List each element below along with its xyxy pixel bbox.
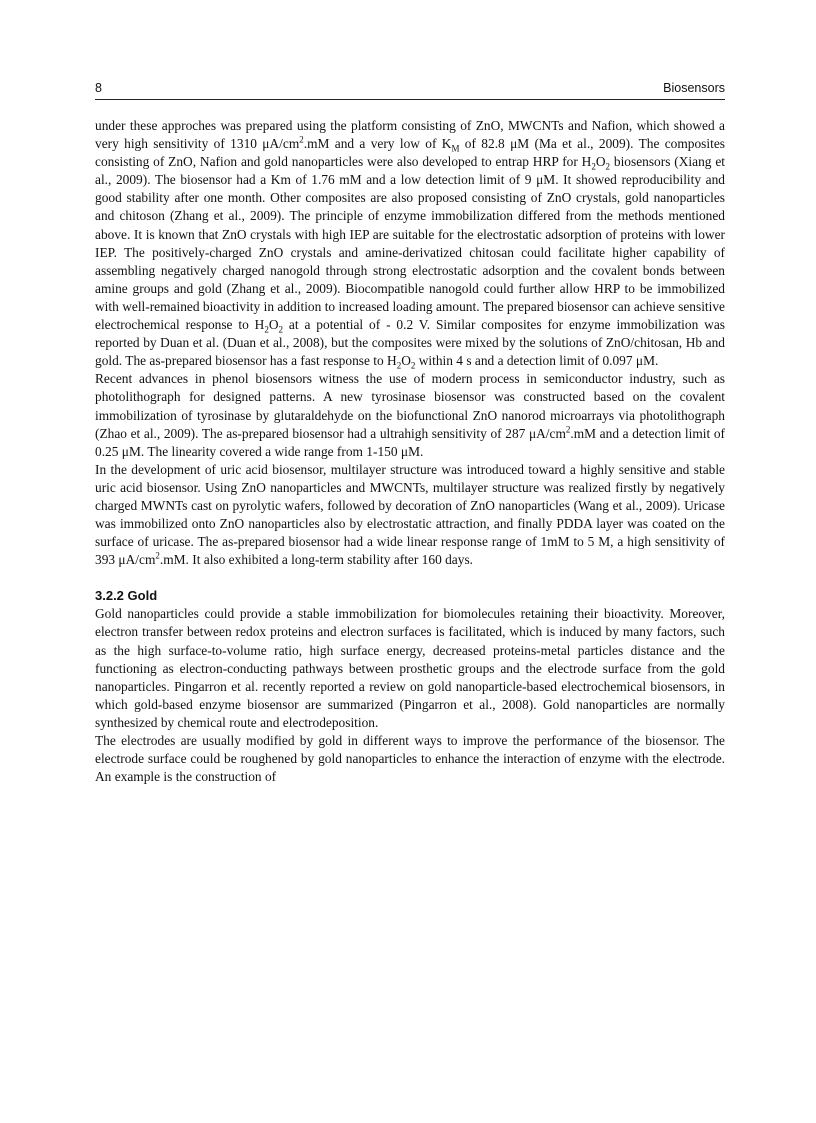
body-text (95, 117, 725, 786)
paragraph-zno-composites: under these approches was prepared using the platform consisting of ZnO, MWCNTs and Nafion, which showed a very high sensitivity of 1310 $\mu A/cm^2.mM$ and a very low of $K_M$ of 82.8 μM (Ma et al., 2009). The composites consisting of ZnO, Nafion and gold nanoparticles were also developed to entrap HRP for $H_2O_2$ biosensors (Xiang et al., 2009). The biosensor had a Km of 1.76 mM and a low detection limit of 9 μM. It showed reproducibility and good stability after one month. Other composites are also proposed consisting of ZnO crystals, gold nanoparticles and chitoson (Zhang et al., 2009). The principle of enzyme immobilization differed from the methods mentioned above. It is known that ZnO crystals with high IEP are suitable for the electrostatic adsorption of proteins with lower IEP. The positively-charged ZnO crystals and amine-derivatized chitosan could facilitate higher capability of assembling negatively charged nanogold through strong electrostatic adsorption and the covalent bonds between amine groups and gold (Zhang et al., 2009). Biocompatible nanogold could further allow HRP to be immobilized with well-remained bioactivity in addition to increased loading amount. The prepared biosensor can achieve sensitive electrochemical response to $H_2O_2$ at a potential of - 0.2 V. Similar composites for enzyme immobilization was reported by Duan et al. (Duan et al., 2008), but the composites were mixed by the solutions of ZnO/chitosan, Hb and gold. The as-prepared biosensor has a fast response to $H_2O_2$ within 4 s and a detection limit of 0.097 μM. (95, 118, 725, 371)
running-title: Biosensors (663, 81, 725, 95)
running-header (95, 81, 725, 100)
page-number: 8 (95, 81, 102, 95)
paragraph-gold-nanoparticles: Gold nanoparticles could provide a stable immobilization for biomolecules retaining their bioactivity. Moreover, electron transfer between redox proteins and electron surfaces is facilitated, which is induced by many factors, such as the high surface-to-volume ratio, high surface energy, decreased proteins-metal particles distance and the functioning as electron-conducting pathways between prosthetic groups and the electrode surface from the gold nanoparticles. Pingarron et al. recently reported a review on gold nanoparticle-based electrochemical biosensors, in which gold-based enzyme biosensor are summarized (Pingarron et al., 2008). Gold nanoparticles are normally synthesized by chemical route and electrodeposition. (95, 606, 725, 730)
paragraph-phenol-biosensor: Recent advances in phenol biosensors witness the use of modern process in semiconductor industry, such as photolithograph for designed patterns. A new tyrosinase biosensor was constructed based on the covalent immobilization of tyrosinase by glutaraldehyde on the biofunctional ZnO nanorod microarrays via photolithograph (Zhao et al., 2009). The as-prepared biosensor had a ultrahigh sensitivity of 287 $\mu A/cm^2.mM$ and a detection limit of 0.25 μM. The linearity covered a wide range from 1-150 μM. (95, 371, 725, 459)
paragraph-electrode-modification: The electrodes are usually modified by gold in different ways to improve the performance of the biosensor. The electrode surface could be roughened by gold nanoparticles to enhance the interaction of enzyme with the electrode. An example is the construction of (95, 733, 725, 785)
section-heading-gold: 3.2.2 Gold (95, 588, 158, 604)
paragraph-uric-acid-biosensor: In the development of uric acid biosensor, multilayer structure was introduced toward a highly sensitive and stable uric acid biosensor. Using ZnO nanoparticles and MWCNTs, multilayer structure was realized firstly by negatively charged MWNTs cast on pyrolytic wafers, followed by decoration of ZnO nanoparticles (Wang et al., 2009). Uricase was immobilized onto ZnO nanoparticles also by electrostatic attraction, and finally PDDA layer was coated on the surface of uricase. The as-prepared biosensor had a wide linear response range of 1mM to 5 M, a high sensitivity of 393 $\mu A/cm^2.mM$. It also exhibited a long-term stability after 160 days. (95, 461, 725, 568)
